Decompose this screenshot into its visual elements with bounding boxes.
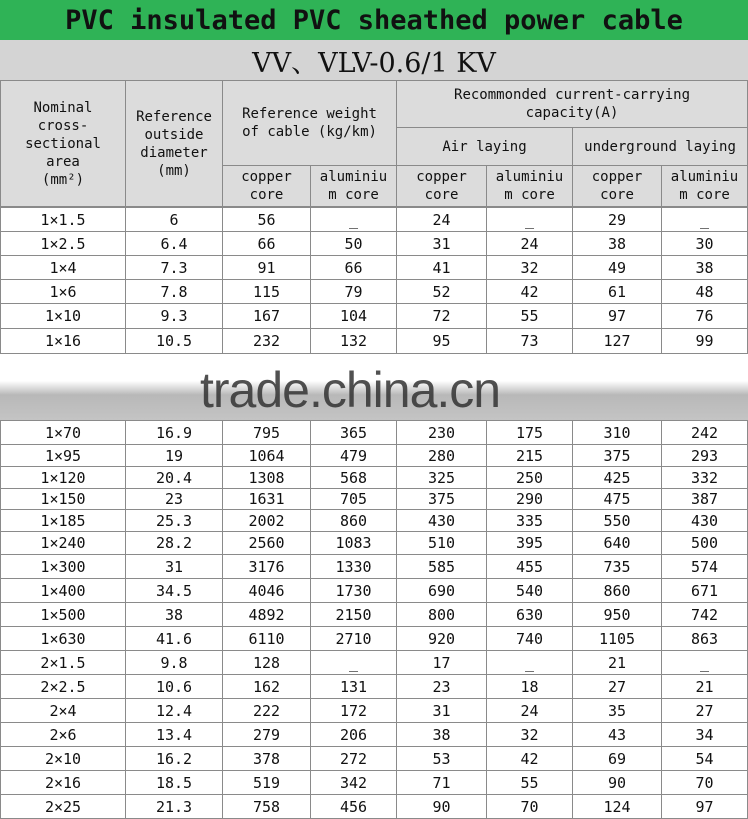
table-cell: 375	[573, 445, 662, 467]
table-cell: 310	[573, 421, 662, 445]
table-cell: 66	[223, 232, 311, 256]
table-row	[1, 467, 748, 489]
table-row	[1, 445, 748, 467]
table-cell: 272	[311, 747, 397, 771]
table-cell: 630	[487, 603, 573, 627]
header-text: core	[249, 187, 284, 203]
header-air-copper	[397, 166, 487, 207]
watermark-text: trade.china.cn	[200, 362, 501, 418]
header-text: aluminiu	[319, 169, 388, 185]
header-text: capacity(A)	[525, 105, 619, 121]
table-row	[1, 421, 748, 445]
table-cell: 455	[487, 555, 573, 579]
table-cell: 71	[397, 771, 487, 795]
table-cell: 2×25	[1, 795, 126, 819]
header-text: Reference weight	[242, 106, 377, 122]
table-cell: 73	[487, 329, 573, 354]
table-cell: 2×10	[1, 747, 126, 771]
table-cell: 9.3	[126, 304, 223, 329]
table-cell: 1×400	[1, 579, 126, 603]
table-cell: 23	[126, 489, 223, 510]
header-unit: (mm²)	[41, 171, 85, 188]
table-cell: 90	[397, 795, 487, 819]
table-cell: 640	[573, 532, 662, 555]
table-row	[1, 256, 748, 280]
table-cell: 574	[662, 555, 748, 579]
header-text: outside	[144, 126, 204, 143]
table-cell: _	[662, 208, 748, 232]
header-text: m core	[328, 187, 379, 203]
table-row	[1, 771, 748, 795]
table-row	[1, 489, 748, 510]
table-cell: 430	[662, 510, 748, 532]
table-cell: 9.8	[126, 651, 223, 675]
table-cell: 215	[487, 445, 573, 467]
table-cell: 375	[397, 489, 487, 510]
table-cell: 55	[487, 304, 573, 329]
table-cell: 860	[311, 510, 397, 532]
table-cell: 21	[573, 651, 662, 675]
table-cell: 740	[487, 627, 573, 651]
table-cell: 863	[662, 627, 748, 651]
table-cell: 20.4	[126, 467, 223, 489]
table-cell: 12.4	[126, 699, 223, 723]
table-cell: 19	[126, 445, 223, 467]
table-cell: 21	[662, 675, 748, 699]
table-cell: 290	[487, 489, 573, 510]
table-cell: 97	[662, 795, 748, 819]
table-cell: 52	[397, 280, 487, 304]
table-row	[1, 747, 748, 771]
table-cell: 1631	[223, 489, 311, 510]
table-cell: 132	[311, 329, 397, 354]
table-cell: 10.6	[126, 675, 223, 699]
table-cell: 56	[223, 208, 311, 232]
table-cell: 167	[223, 304, 311, 329]
table-row	[1, 603, 748, 627]
table-cell: 115	[223, 280, 311, 304]
table-cell: 735	[573, 555, 662, 579]
header-text: area	[46, 153, 80, 170]
table-cell: 2560	[223, 532, 311, 555]
table-cell: 48	[662, 280, 748, 304]
table-cell: 41.6	[126, 627, 223, 651]
table-cell: 568	[311, 467, 397, 489]
table-cell: 387	[662, 489, 748, 510]
header-air-aluminium	[487, 166, 573, 207]
header-text: aluminiu	[495, 169, 564, 185]
header-underground-aluminium	[662, 166, 748, 207]
data-table-bottom	[0, 420, 748, 819]
table-cell: 54	[662, 747, 748, 771]
table-cell: 280	[397, 445, 487, 467]
table-cell: 1330	[311, 555, 397, 579]
table-cell: 90	[573, 771, 662, 795]
table-cell: 222	[223, 699, 311, 723]
table-cell: 31	[397, 699, 487, 723]
table-cell: 1×4	[1, 256, 126, 280]
header-current-capacity	[397, 81, 748, 128]
header-text: Reference	[136, 108, 212, 125]
table-cell: _	[662, 651, 748, 675]
table-cell: 29	[573, 208, 662, 232]
table-cell: 332	[662, 467, 748, 489]
table-row	[1, 510, 748, 532]
header-weight-aluminium	[311, 166, 397, 207]
table-cell: 1×6	[1, 280, 126, 304]
table-cell: 17	[397, 651, 487, 675]
table-cell: 742	[662, 603, 748, 627]
table-row	[1, 532, 748, 555]
table-cell: 1730	[311, 579, 397, 603]
table-cell: 38	[126, 603, 223, 627]
table-cell: 690	[397, 579, 487, 603]
table-cell: 293	[662, 445, 748, 467]
table-cell: 2×2.5	[1, 675, 126, 699]
table-cell: 70	[662, 771, 748, 795]
table-cell: 2002	[223, 510, 311, 532]
table-cell: 325	[397, 467, 487, 489]
table-cell: 1×300	[1, 555, 126, 579]
table-cell: 35	[573, 699, 662, 723]
table-cell: 124	[573, 795, 662, 819]
table-cell: 50	[311, 232, 397, 256]
table-cell: 32	[487, 256, 573, 280]
table-cell: 242	[662, 421, 748, 445]
table-cell: 758	[223, 795, 311, 819]
table-cell: 6110	[223, 627, 311, 651]
table-cell: 24	[397, 208, 487, 232]
table-cell: 1×185	[1, 510, 126, 532]
table-cell: 32	[487, 723, 573, 747]
table-cell: 6	[126, 208, 223, 232]
table-cell: 31	[397, 232, 487, 256]
table-cell: 1105	[573, 627, 662, 651]
header-text: copper	[416, 169, 467, 185]
table-cell: 99	[662, 329, 748, 354]
table-cell: 38	[573, 232, 662, 256]
table-cell: 1308	[223, 467, 311, 489]
table-cell: 475	[573, 489, 662, 510]
table-cell: 53	[397, 747, 487, 771]
table-cell: 42	[487, 280, 573, 304]
table-cell: 2710	[311, 627, 397, 651]
table-cell: 1×16	[1, 329, 126, 354]
table-cell: 800	[397, 603, 487, 627]
table-cell: 1×630	[1, 627, 126, 651]
table-cell: _	[311, 651, 397, 675]
table-cell: 1×500	[1, 603, 126, 627]
table-cell: 1×1.5	[1, 208, 126, 232]
table-cell: 4046	[223, 579, 311, 603]
table-cell: 27	[662, 699, 748, 723]
table-cell: 1×2.5	[1, 232, 126, 256]
table-row	[1, 280, 748, 304]
table-row	[1, 651, 748, 675]
table-cell: 2×4	[1, 699, 126, 723]
table-row	[1, 627, 748, 651]
table-cell: 18	[487, 675, 573, 699]
table-cell: 395	[487, 532, 573, 555]
data-table-top	[0, 207, 748, 354]
header-reference-weight	[223, 81, 397, 166]
table-row	[1, 208, 748, 232]
table-cell: 72	[397, 304, 487, 329]
header-text: m core	[679, 187, 730, 203]
header-air-laying: Air laying	[397, 128, 573, 166]
table-row	[1, 795, 748, 819]
header-nominal-area	[1, 81, 126, 207]
table-cell: 38	[662, 256, 748, 280]
table-cell: 232	[223, 329, 311, 354]
header-text: m core	[504, 187, 555, 203]
table-cell: 1×150	[1, 489, 126, 510]
table-cell: 510	[397, 532, 487, 555]
table-cell: 70	[487, 795, 573, 819]
model-subtitle: VV、VLV-0.6/1 KV	[0, 40, 748, 81]
table-cell: 1×240	[1, 532, 126, 555]
table-cell: 61	[573, 280, 662, 304]
header-text: core	[600, 187, 634, 203]
table-cell: 69	[573, 747, 662, 771]
header-text: Nominal	[33, 99, 93, 116]
table-cell: 38	[397, 723, 487, 747]
table-cell: 795	[223, 421, 311, 445]
table-cell: 279	[223, 723, 311, 747]
header-text: sectional	[25, 135, 101, 152]
table-cell: 705	[311, 489, 397, 510]
table-cell: 2×1.5	[1, 651, 126, 675]
table-cell: 34.5	[126, 579, 223, 603]
table-row	[1, 329, 748, 354]
header-text: copper	[241, 169, 292, 185]
table-cell: 585	[397, 555, 487, 579]
header-text: copper	[591, 169, 643, 185]
table-cell: 16.2	[126, 747, 223, 771]
table-cell: 2150	[311, 603, 397, 627]
table-cell: 24	[487, 232, 573, 256]
table-cell: 25.3	[126, 510, 223, 532]
table-cell: 172	[311, 699, 397, 723]
header-text: of cable (kg/km)	[242, 124, 377, 140]
table-cell: 7.3	[126, 256, 223, 280]
table-cell: 550	[573, 510, 662, 532]
table-cell: 540	[487, 579, 573, 603]
table-cell: 671	[662, 579, 748, 603]
table-cell: 43	[573, 723, 662, 747]
table-cell: _	[487, 651, 573, 675]
table-cell: 23	[397, 675, 487, 699]
table-row	[1, 699, 748, 723]
table-cell: 230	[397, 421, 487, 445]
table-cell: 104	[311, 304, 397, 329]
table-cell: 10.5	[126, 329, 223, 354]
table-row	[1, 304, 748, 329]
header-text: diameter	[140, 144, 208, 161]
table-cell: 128	[223, 651, 311, 675]
table-cell: 76	[662, 304, 748, 329]
table-cell: 34	[662, 723, 748, 747]
header-text: cross-	[37, 117, 89, 134]
table-cell: 49	[573, 256, 662, 280]
table-cell: 860	[573, 579, 662, 603]
header-underground-laying: underground laying	[573, 128, 748, 166]
table-cell: 42	[487, 747, 573, 771]
table-cell: 335	[487, 510, 573, 532]
table-cell: 27	[573, 675, 662, 699]
table-cell: 16.9	[126, 421, 223, 445]
table-cell: 30	[662, 232, 748, 256]
table-cell: 920	[397, 627, 487, 651]
table-cell: 91	[223, 256, 311, 280]
table-cell: _	[487, 208, 573, 232]
table-cell: 31	[126, 555, 223, 579]
header-text: core	[424, 187, 459, 203]
table-header	[0, 80, 748, 207]
table-cell: 1×120	[1, 467, 126, 489]
table-row	[1, 675, 748, 699]
table-cell: 131	[311, 675, 397, 699]
table-cell: 24	[487, 699, 573, 723]
table-cell: 1064	[223, 445, 311, 467]
header-underground-copper	[573, 166, 662, 207]
table-cell: _	[311, 208, 397, 232]
table-cell: 3176	[223, 555, 311, 579]
table-cell: 175	[487, 421, 573, 445]
table-row	[1, 723, 748, 747]
table-row	[1, 555, 748, 579]
table-cell: 66	[311, 256, 397, 280]
table-cell: 55	[487, 771, 573, 795]
header-text: aluminiu	[670, 169, 739, 185]
table-cell: 950	[573, 603, 662, 627]
table-cell: 127	[573, 329, 662, 354]
table-cell: 365	[311, 421, 397, 445]
table-cell: 13.4	[126, 723, 223, 747]
table-cell: 41	[397, 256, 487, 280]
table-cell: 500	[662, 532, 748, 555]
table-cell: 2×16	[1, 771, 126, 795]
table-cell: 79	[311, 280, 397, 304]
table-cell: 6.4	[126, 232, 223, 256]
table-cell: 95	[397, 329, 487, 354]
table-cell: 4892	[223, 603, 311, 627]
table-cell: 1×10	[1, 304, 126, 329]
table-cell: 425	[573, 467, 662, 489]
table-cell: 2×6	[1, 723, 126, 747]
header-text: Recommonded current-carrying	[454, 87, 691, 103]
table-cell: 378	[223, 747, 311, 771]
table-cell: 18.5	[126, 771, 223, 795]
table-row	[1, 232, 748, 256]
table-cell: 1×95	[1, 445, 126, 467]
table-cell: 1×70	[1, 421, 126, 445]
table-cell: 456	[311, 795, 397, 819]
table-cell: 97	[573, 304, 662, 329]
table-cell: 206	[311, 723, 397, 747]
table-cell: 1083	[311, 532, 397, 555]
table-row	[1, 579, 748, 603]
table-cell: 250	[487, 467, 573, 489]
header-weight-copper	[223, 166, 311, 207]
table-cell: 479	[311, 445, 397, 467]
table-cell: 519	[223, 771, 311, 795]
page-title: PVC insulated PVC sheathed power cable	[0, 0, 748, 40]
table-cell: 162	[223, 675, 311, 699]
table-cell: 342	[311, 771, 397, 795]
table-cell: 28.2	[126, 532, 223, 555]
table-cell: 430	[397, 510, 487, 532]
header-outside-diameter	[126, 81, 223, 207]
table-cell: 7.8	[126, 280, 223, 304]
table-cell: 21.3	[126, 795, 223, 819]
header-unit: (mm)	[157, 162, 191, 179]
